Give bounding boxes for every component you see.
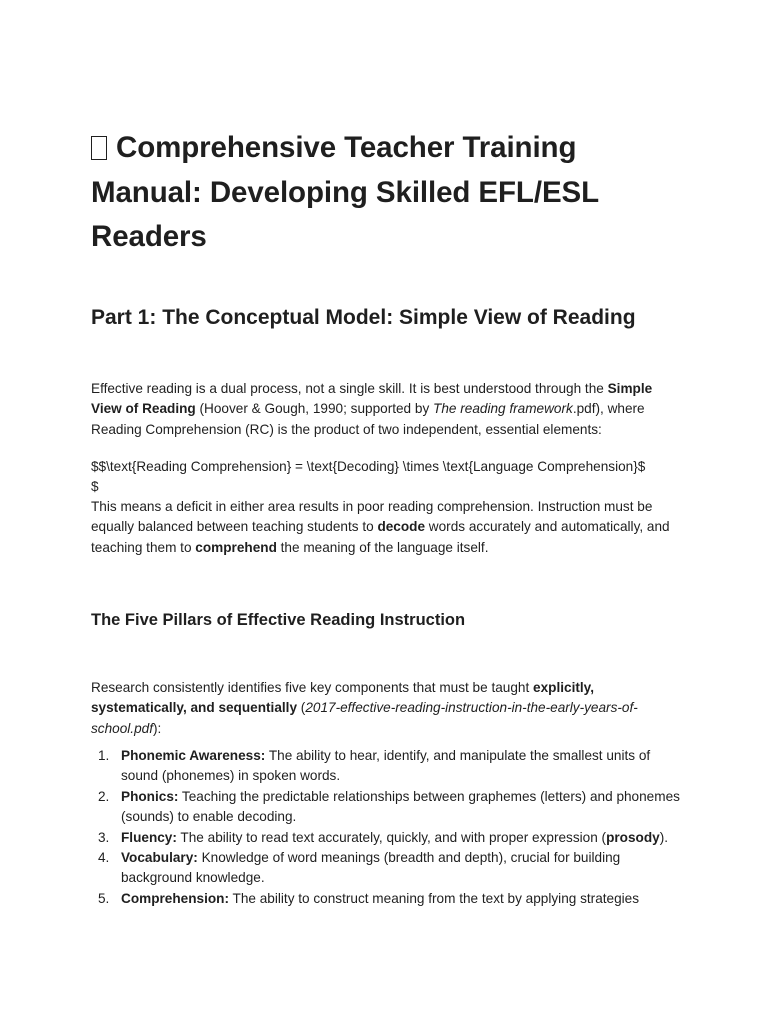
list-number: 3. xyxy=(98,829,110,845)
list-number: 2. xyxy=(98,788,110,804)
intro-italic-1: The reading framework xyxy=(433,401,573,417)
list-term: Phonemic Awareness: xyxy=(121,748,266,763)
list-number: 4. xyxy=(98,850,110,866)
pillars-heading: The Five Pillars of Effective Reading Instruction xyxy=(91,611,466,629)
list-text: The ability to construct meaning from the text by applying strategies xyxy=(229,890,640,906)
research-text-3: ): xyxy=(152,720,162,736)
research-bold-1: explicitly, systematically, and sequentially xyxy=(91,680,594,716)
list-number: 1. xyxy=(98,748,110,763)
document-title xyxy=(91,126,681,260)
formula-paragraph xyxy=(91,457,681,498)
list-term: Phonics: xyxy=(121,788,179,804)
research-text-2: ( xyxy=(297,700,306,716)
formula-line-2: $ xyxy=(91,479,99,495)
list-term: Vocabulary: xyxy=(121,850,198,866)
missing-glyph-icon xyxy=(91,136,107,160)
part1-heading: Part 1: The Conceptual Model: Simple View of Reading xyxy=(91,306,636,329)
balance-bold-2: comprehend xyxy=(195,539,277,555)
document-page xyxy=(91,126,681,906)
title-line-2: Manual: Developing Skilled EFL/ESL xyxy=(91,175,600,209)
pillars-list xyxy=(91,746,681,909)
balance-text-2: words accurately and automatically, and teaching them to xyxy=(91,519,670,555)
list-item xyxy=(91,746,681,787)
list-item xyxy=(91,848,681,889)
title-line-3: Readers xyxy=(91,220,207,253)
list-text: Knowledge of word meanings (breadth and depth), crucial for building background knowledge. xyxy=(121,850,621,886)
intro-paragraph xyxy=(91,379,681,440)
intro-text-2: (Hoover & Gough, 1990; supported by xyxy=(195,401,434,417)
title-line-1 xyxy=(91,126,681,171)
balance-text-1: This means a deficit in either area results in poor reading comprehension. Instruction must be equally balanced between teaching students to xyxy=(91,499,653,535)
list-number: 5. xyxy=(98,890,110,906)
list-item xyxy=(91,787,681,828)
research-italic-1: 2017-effective-reading-instruction-in-the-early-years-of-school.pdf xyxy=(91,700,638,736)
list-item xyxy=(91,889,681,909)
intro-bold-1: Simple View of Reading xyxy=(91,381,653,417)
balance-bold-1: decode xyxy=(377,519,426,535)
list-item xyxy=(91,828,681,848)
intro-text-1: Effective reading is a dual process, not a single skill. It is best understood through the xyxy=(91,381,608,396)
list-bold: prosody xyxy=(606,829,660,845)
balance-paragraph xyxy=(91,497,681,558)
title-text-1: Comprehensive Teacher Training xyxy=(116,131,577,164)
list-text: Teaching the predictable relationships between graphemes (letters) and phonemes (sounds) to enable decoding. xyxy=(121,788,680,825)
research-text-1: Research consistently identifies five key components that must be taught xyxy=(91,680,534,695)
formula-line-1: $$\text{Reading Comprehension} = \text{Decoding} \times \text{Language Comprehension}$ xyxy=(91,459,646,474)
balance-text-3: the meaning of the language itself. xyxy=(276,539,489,555)
list-term: Fluency: xyxy=(121,829,177,845)
list-text: The ability to hear, identify, and manipulate the smallest units of sound (phonemes) in spoken words. xyxy=(121,748,651,784)
list-text-end: ). xyxy=(659,829,669,845)
research-paragraph xyxy=(91,678,681,739)
intro-text-3: .pdf), where Reading Comprehension (RC) is the product of two independent, essential elements: xyxy=(91,401,645,437)
list-text: The ability to read text accurately, quickly, and with proper expression ( xyxy=(176,829,607,845)
list-term: Comprehension: xyxy=(121,890,229,906)
